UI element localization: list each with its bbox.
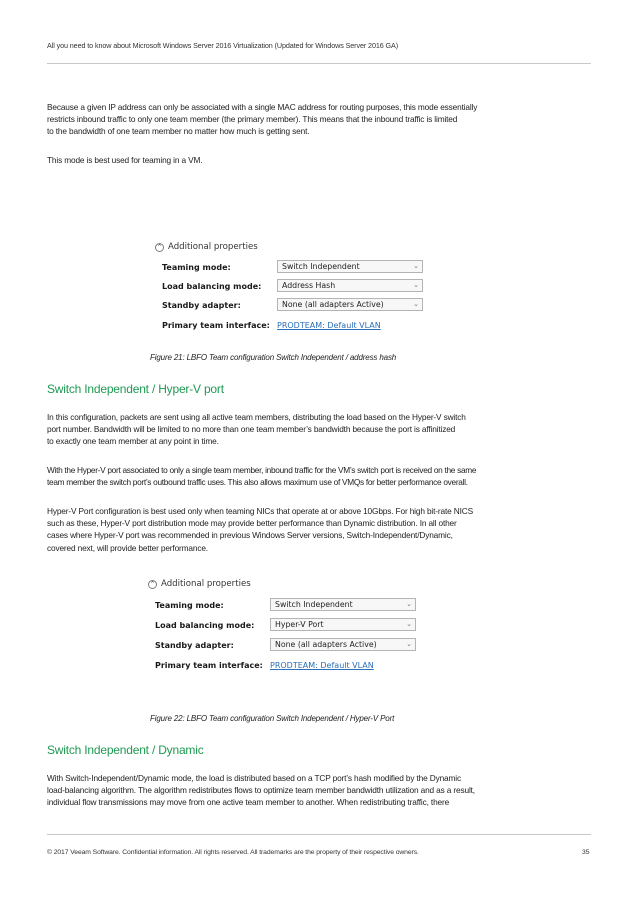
teaming-mode-row [162, 260, 432, 275]
standby-adapter-label: Standby adapter: [155, 641, 234, 650]
section1-paragraph-1 [47, 411, 552, 448]
teaming-mode-value: Switch Independent [282, 262, 360, 271]
panel-title: Additional properties [161, 579, 251, 589]
teaming-mode-label: Teaming mode: [155, 601, 224, 610]
text-line: cases where Hyper-V port was recommended in previous Windows Server versions, Switch-Independent/Dynamic, [47, 530, 453, 541]
chevron-down-icon: ⌄ [406, 640, 412, 648]
figure-21-caption: Figure 21: LBFO Team configuration Switch Independent / address hash [150, 353, 397, 362]
primary-team-interface-label: Primary team interface: [162, 321, 270, 330]
primary-team-interface-row [162, 318, 432, 333]
load-balancing-mode-select[interactable] [277, 279, 423, 292]
document-title: All you need to know about Microsoft Windows Server 2016 Virtualization (Updated for Windows Server 2016 GA) [47, 41, 399, 50]
panel-header [155, 240, 258, 254]
figure-22-caption: Figure 22: LBFO Team configuration Switch Independent / Hyper-V Port [150, 714, 395, 723]
standby-adapter-label: Standby adapter: [162, 301, 241, 310]
load-balancing-mode-label: Load balancing mode: [155, 621, 255, 630]
section-heading-dynamic: Switch Independent / Dynamic [47, 743, 204, 757]
text-line: port number. Bandwidth will be limited to no more than one team member’s bandwidth because the port is affinitized [47, 424, 456, 435]
chevron-down-icon: ⌄ [406, 600, 412, 608]
header-divider [47, 63, 591, 64]
primary-team-interface-row [155, 658, 425, 673]
standby-adapter-select[interactable] [277, 298, 423, 311]
text-line: With Switch-Independent/Dynamic mode, the load is distributed based on a TCP port’s hash modified by the Dynamic [47, 773, 461, 783]
chevron-down-icon: ⌄ [413, 262, 419, 270]
load-balancing-mode-value: Address Hash [282, 281, 336, 290]
text-line: Hyper-V Port configuration is best used only when teaming NICs that operate at or above 10Gbps. For high bit-rate NICS [47, 506, 473, 516]
collapse-chevron-icon[interactable]: ⌃ [156, 242, 163, 251]
load-balancing-mode-label: Load balancing mode: [162, 282, 262, 291]
load-balancing-mode-value: Hyper-V Port [275, 620, 324, 629]
chevron-down-icon: ⌄ [406, 620, 412, 628]
text-line: In this configuration, packets are sent using all active team members, distributing the load based on the Hyper-V switch [47, 412, 466, 422]
collapse-chevron-icon[interactable]: ⌃ [149, 579, 156, 588]
panel-title: Additional properties [168, 242, 258, 252]
teaming-mode-value: Switch Independent [275, 600, 353, 609]
text-line: individual flow transmissions may move from one active team member to another. When redistributing traffic, there [47, 797, 450, 808]
text-line: to exactly one team member at any point in time. [47, 436, 219, 447]
chevron-down-icon: ⌄ [413, 281, 419, 289]
primary-team-interface-link[interactable]: PRODTEAM: Default VLAN [270, 661, 374, 670]
text-line: to the bandwidth of one team member no matter how much is getting sent. [47, 126, 310, 137]
footer-divider [47, 834, 591, 835]
teaming-mode-label: Teaming mode: [162, 263, 231, 272]
text-line: With the Hyper-V port associated to only a single team member, inbound traffic for the VM’s switch port is received on the same [47, 465, 477, 475]
additional-properties-panel-fig22 [148, 577, 426, 683]
additional-properties-panel-fig21 [155, 240, 433, 346]
text-line: team member the switch port’s outbound traffic uses. This also allows maximum use of VMQs for better performance overall. [47, 477, 468, 488]
intro-paragraph-2 [47, 154, 552, 166]
standby-adapter-row [155, 638, 425, 653]
page-number: 35 [582, 849, 590, 856]
section-heading-hyperv-port: Switch Independent / Hyper-V port [47, 382, 224, 396]
text-line: This mode is best used for teaming in a VM. [47, 155, 203, 165]
primary-team-interface-link[interactable]: PRODTEAM: Default VLAN [277, 321, 381, 330]
copyright-notice: © 2017 Veeam Software. Confidential information. All rights reserved. All trademarks are the property of their respective owners. [47, 849, 419, 856]
teaming-mode-select[interactable] [270, 598, 416, 611]
text-line: load-balancing algorithm. The algorithm redistributes flows to optimize team member bandwidth utilization and as a result, [47, 785, 475, 796]
text-line: such as these, Hyper-V port distribution mode may provide better performance than Dynamic distribution. In all other [47, 518, 457, 529]
section1-paragraph-2 [47, 464, 552, 488]
intro-paragraph-1 [47, 101, 552, 138]
teaming-mode-select[interactable] [277, 260, 423, 273]
load-balancing-mode-row [162, 279, 432, 294]
load-balancing-mode-select[interactable] [270, 618, 416, 631]
section2-paragraph-1 [47, 772, 552, 809]
section1-paragraph-3 [47, 505, 552, 554]
teaming-mode-row [155, 598, 425, 613]
load-balancing-mode-row [155, 618, 425, 633]
standby-adapter-select[interactable] [270, 638, 416, 651]
text-line: restricts inbound traffic to only one team member (the primary member). This means that the inbound traffic is limited [47, 114, 458, 125]
standby-adapter-value: None (all adapters Active) [282, 300, 384, 309]
chevron-down-icon: ⌄ [413, 300, 419, 308]
text-line: covered next, will provide better performance. [47, 542, 208, 553]
panel-header [148, 577, 251, 591]
standby-adapter-value: None (all adapters Active) [275, 640, 377, 649]
primary-team-interface-label: Primary team interface: [155, 661, 263, 670]
standby-adapter-row [162, 298, 432, 313]
text-line: Because a given IP address can only be associated with a single MAC address for routing purposes, this mode essentially [47, 102, 478, 112]
